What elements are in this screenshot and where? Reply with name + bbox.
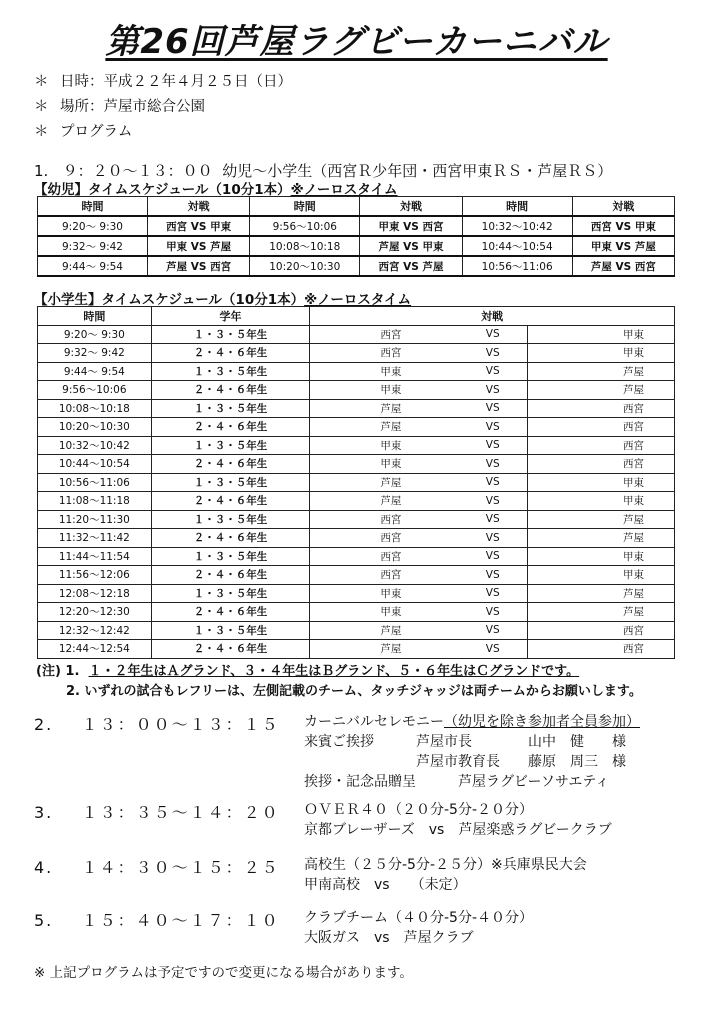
team-b-cell: 甲東 xyxy=(527,566,674,585)
team-a-cell: 西宮 xyxy=(310,510,459,529)
table-row xyxy=(38,566,675,585)
time-cell: 11:08～11:18 xyxy=(38,492,152,511)
table-row xyxy=(38,344,675,363)
grade-cell: １・３・５年生 xyxy=(151,473,310,492)
program-line xyxy=(304,772,640,792)
vs-cell: VS xyxy=(459,362,527,381)
program-item-5-details xyxy=(304,908,533,948)
team-a-cell: 芦屋 xyxy=(310,399,459,418)
asterisk-icon: ＊ xyxy=(34,74,49,90)
vs-cell: VS xyxy=(459,455,527,474)
table-row xyxy=(38,362,675,381)
table-row xyxy=(38,455,675,474)
asterisk-icon: ＊ xyxy=(34,99,49,115)
header-time: 時間 xyxy=(462,197,572,217)
header-time: 時間 xyxy=(38,307,152,326)
note-2-prefix: 2. xyxy=(66,684,80,699)
vs-cell: VS xyxy=(459,399,527,418)
sho-schedule-table xyxy=(37,306,675,659)
team-a-cell: 芦屋 xyxy=(310,418,459,437)
page-title: 第26回芦屋ラグビーカーニバル xyxy=(105,22,608,62)
program-line xyxy=(304,820,612,840)
team-b-cell: 芦屋 xyxy=(527,529,674,548)
team-b-cell: 芦屋 xyxy=(527,584,674,603)
table-row xyxy=(38,216,675,236)
vs-cell: VS xyxy=(459,510,527,529)
grade-cell: ２・４・６年生 xyxy=(151,492,310,511)
match-cell: 芦屋 VS 西宮 xyxy=(147,256,249,276)
time-cell: 9:56～10:06 xyxy=(38,381,152,400)
time-cell: 10:56～11:06 xyxy=(462,256,572,276)
note-1-prefix: (注) 1. xyxy=(36,664,80,679)
table-row xyxy=(38,584,675,603)
yoji-schedule-table xyxy=(37,196,675,277)
header-match: 対戦 xyxy=(147,197,249,217)
program-line-text: 芦屋市教育長 藤原 周三 様 xyxy=(304,754,626,770)
team-b-cell: 西宮 xyxy=(527,621,674,640)
program-line xyxy=(304,712,640,732)
team-a-cell: 西宮 xyxy=(310,325,459,344)
time-cell: 11:20～11:30 xyxy=(38,510,152,529)
team-a-cell: 甲東 xyxy=(310,455,459,474)
match-cell: 甲東 VS 西宮 xyxy=(360,216,462,236)
table-row xyxy=(38,547,675,566)
table-row xyxy=(38,418,675,437)
time-cell: 10:08～10:18 xyxy=(38,399,152,418)
info-program-text: プログラム xyxy=(60,124,133,140)
yoji-caption-note: ※ノーロスタイム xyxy=(290,182,398,198)
grade-cell: ２・４・６年生 xyxy=(151,529,310,548)
table-row xyxy=(38,381,675,400)
grade-cell: １・３・５年生 xyxy=(151,362,310,381)
program-line-text: 高校生（２５分-5分-２５分）※兵庫県民大会 xyxy=(304,857,587,873)
info-date xyxy=(34,70,292,91)
time-cell: 10:56～11:06 xyxy=(38,473,152,492)
time-cell: 12:32～12:42 xyxy=(38,621,152,640)
program-line xyxy=(304,908,533,928)
table-row xyxy=(38,325,675,344)
program-item-3-details xyxy=(304,800,612,840)
team-a-cell: 芦屋 xyxy=(310,492,459,511)
grade-cell: １・３・５年生 xyxy=(151,621,310,640)
grade-cell: １・３・５年生 xyxy=(151,547,310,566)
team-b-cell: 甲東 xyxy=(527,547,674,566)
program-number: 4. xyxy=(34,858,54,877)
program-line-text: 京都ブレーザーズ vs 芦屋楽惑ラグビークラブ xyxy=(304,822,612,838)
note-2-text: いずれの試合もレフリーは、左側記載のチーム、タッチジャッジは両チームからお願いします。 xyxy=(84,684,642,699)
header-match: 対戦 xyxy=(572,197,674,217)
header-time: 時間 xyxy=(38,197,148,217)
vs-cell: VS xyxy=(459,325,527,344)
time-cell: 11:32～11:42 xyxy=(38,529,152,548)
program-item-4-details xyxy=(304,855,587,895)
vs-cell: VS xyxy=(459,640,527,659)
grade-cell: １・３・５年生 xyxy=(151,399,310,418)
grade-cell: １・３・５年生 xyxy=(151,436,310,455)
table-row xyxy=(38,621,675,640)
grade-cell: １・３・５年生 xyxy=(151,510,310,529)
time-cell: 9:44～ 9:54 xyxy=(38,362,152,381)
sho-caption-text: 【小学生】タイムスケジュール（10分1本） xyxy=(34,292,305,308)
time-cell: 9:20～ 9:30 xyxy=(38,325,152,344)
vs-cell: VS xyxy=(459,492,527,511)
grade-cell: ２・４・６年生 xyxy=(151,418,310,437)
match-cell: 甲東 VS 芦屋 xyxy=(572,236,674,256)
table-header-row xyxy=(38,307,675,326)
header-time: 時間 xyxy=(250,197,360,217)
program-line xyxy=(304,800,612,820)
program-line xyxy=(304,732,640,752)
team-b-cell: 西宮 xyxy=(527,455,674,474)
vs-cell: VS xyxy=(459,621,527,640)
info-place xyxy=(34,95,205,116)
program-line-text: クラブチーム（４０分-5分-４０分） xyxy=(304,910,534,926)
note-1-text: １・２年生はＡグランド、３・４年生はＢグランド、５・６年生はＣグランドです。 xyxy=(88,664,580,679)
match-cell: 西宮 VS 甲東 xyxy=(572,216,674,236)
grade-cell: ２・４・６年生 xyxy=(151,381,310,400)
time-cell: 10:44～10:54 xyxy=(38,455,152,474)
vs-cell: VS xyxy=(459,418,527,437)
grade-cell: ２・４・６年生 xyxy=(151,603,310,622)
program-time: １４：３０～１５：２５ xyxy=(81,858,280,877)
program-time: １５：４０～１７：１０ xyxy=(81,911,280,930)
time-cell: 9:20～ 9:30 xyxy=(38,216,148,236)
section-1-number: 1. xyxy=(34,162,49,180)
team-b-cell: 芦屋 xyxy=(527,510,674,529)
team-a-cell: 甲東 xyxy=(310,603,459,622)
time-cell: 9:32～ 9:42 xyxy=(38,344,152,363)
time-cell: 10:08～10:18 xyxy=(250,236,360,256)
program-line-text: 挨拶・記念品贈呈 芦屋ラグビーソサエティ xyxy=(304,774,610,790)
vs-cell: VS xyxy=(459,381,527,400)
program-time: １３：００～１３：１５ xyxy=(81,715,280,734)
vs-cell: VS xyxy=(459,547,527,566)
grade-cell: ２・４・６年生 xyxy=(151,344,310,363)
time-cell: 10:32～10:42 xyxy=(38,436,152,455)
table-row xyxy=(38,529,675,548)
time-cell: 10:20～10:30 xyxy=(250,256,360,276)
team-b-cell: 甲東 xyxy=(527,344,674,363)
team-b-cell: 甲東 xyxy=(527,473,674,492)
team-b-cell: 芦屋 xyxy=(527,362,674,381)
table-row xyxy=(38,256,675,276)
header-grade: 学年 xyxy=(151,307,310,326)
footer-note: ※ 上記プログラムは予定ですので変更になる場合があります。 xyxy=(34,965,413,981)
time-cell: 10:44～10:54 xyxy=(462,236,572,256)
team-b-cell: 西宮 xyxy=(527,399,674,418)
team-a-cell: 甲東 xyxy=(310,381,459,400)
grade-cell: ２・４・６年生 xyxy=(151,566,310,585)
program-time: １３：３５～１４：２０ xyxy=(81,803,280,822)
program-line-note: （幼児を除き参加者全員参加） xyxy=(444,714,640,730)
table-row xyxy=(38,436,675,455)
section-1-label: 幼児～小学生（西宮Ｒ少年団・西宮甲東ＲＳ・芦屋ＲＳ） xyxy=(222,162,613,180)
time-cell: 9:32～ 9:42 xyxy=(38,236,148,256)
table-row xyxy=(38,510,675,529)
time-cell: 10:20～10:30 xyxy=(38,418,152,437)
team-b-cell: 西宮 xyxy=(527,418,674,437)
vs-cell: VS xyxy=(459,584,527,603)
team-b-cell: 西宮 xyxy=(527,436,674,455)
sho-caption-note: ※ノーロスタイム xyxy=(304,292,412,308)
match-cell: 甲東 VS 芦屋 xyxy=(147,236,249,256)
team-b-cell: 西宮 xyxy=(527,640,674,659)
team-a-cell: 芦屋 xyxy=(310,640,459,659)
vs-cell: VS xyxy=(459,529,527,548)
vs-cell: VS xyxy=(459,473,527,492)
yoji-caption xyxy=(34,178,398,198)
time-cell: 10:32～10:42 xyxy=(462,216,572,236)
program-item-2-details xyxy=(304,712,640,792)
section-1-time: ９：２０～１３：００ xyxy=(62,162,213,180)
program-line-text: カーニバルセレモニー xyxy=(304,714,444,730)
vs-cell: VS xyxy=(459,566,527,585)
program-line xyxy=(304,855,587,875)
team-a-cell: 西宮 xyxy=(310,344,459,363)
team-b-cell: 芦屋 xyxy=(527,381,674,400)
header-match: 対戦 xyxy=(310,307,675,326)
team-b-cell: 芦屋 xyxy=(527,603,674,622)
team-a-cell: 西宮 xyxy=(310,529,459,548)
grade-cell: １・３・５年生 xyxy=(151,325,310,344)
note-2 xyxy=(66,680,642,699)
table-row xyxy=(38,473,675,492)
grade-cell: ２・４・６年生 xyxy=(151,455,310,474)
team-a-cell: 芦屋 xyxy=(310,621,459,640)
program-number: 2. xyxy=(34,715,54,734)
grade-cell: ２・４・６年生 xyxy=(151,640,310,659)
yoji-caption-text: 【幼児】タイムスケジュール（10分1本） xyxy=(34,182,291,198)
time-cell: 11:44～11:54 xyxy=(38,547,152,566)
info-date-text: 日時：平成２２年４月２５日（日） xyxy=(60,74,292,90)
program-item-5-heading xyxy=(34,908,280,931)
table-row xyxy=(38,640,675,659)
program-number: 3. xyxy=(34,803,54,822)
program-line-text: 大阪ガス vs 芦屋クラブ xyxy=(304,930,474,946)
program-item-4-heading xyxy=(34,855,280,878)
program-line-text: 甲南高校 vs （未定） xyxy=(304,877,467,893)
team-a-cell: 芦屋 xyxy=(310,473,459,492)
grade-cell: １・３・５年生 xyxy=(151,584,310,603)
team-a-cell: 甲東 xyxy=(310,436,459,455)
program-item-2-heading xyxy=(34,712,280,735)
info-program xyxy=(34,120,132,141)
time-cell: 11:56～12:06 xyxy=(38,566,152,585)
vs-cell: VS xyxy=(459,344,527,363)
time-cell: 12:44～12:54 xyxy=(38,640,152,659)
match-cell: 芦屋 VS 西宮 xyxy=(572,256,674,276)
table-row xyxy=(38,236,675,256)
info-place-text: 場所：芦屋市総合公園 xyxy=(60,99,205,115)
program-line xyxy=(304,752,640,772)
program-line-text: 来賓ご挨拶 芦屋市長 山中 健 様 xyxy=(304,734,626,750)
team-b-cell: 甲東 xyxy=(527,492,674,511)
program-number: 5. xyxy=(34,911,54,930)
table-row xyxy=(38,399,675,418)
team-b-cell: 甲東 xyxy=(527,325,674,344)
time-cell: 12:20～12:30 xyxy=(38,603,152,622)
program-line xyxy=(304,928,533,948)
asterisk-icon: ＊ xyxy=(34,124,49,140)
match-cell: 西宮 VS 甲東 xyxy=(147,216,249,236)
team-a-cell: 西宮 xyxy=(310,566,459,585)
note-1 xyxy=(36,660,579,679)
time-cell: 12:08～12:18 xyxy=(38,584,152,603)
table-row xyxy=(38,603,675,622)
vs-cell: VS xyxy=(459,603,527,622)
header-match: 対戦 xyxy=(360,197,462,217)
team-a-cell: 西宮 xyxy=(310,547,459,566)
table-row xyxy=(38,492,675,511)
program-line xyxy=(304,875,587,895)
team-a-cell: 甲東 xyxy=(310,584,459,603)
match-cell: 芦屋 VS 甲東 xyxy=(360,236,462,256)
table-header-row xyxy=(38,197,675,217)
program-item-3-heading xyxy=(34,800,280,823)
team-a-cell: 甲東 xyxy=(310,362,459,381)
time-cell: 9:44～ 9:54 xyxy=(38,256,148,276)
program-line-text: ＯＶＥＲ４０（２０分-5分-２０分） xyxy=(304,802,534,818)
sho-caption xyxy=(34,288,411,308)
match-cell: 西宮 VS 芦屋 xyxy=(360,256,462,276)
time-cell: 9:56～10:06 xyxy=(250,216,360,236)
vs-cell: VS xyxy=(459,436,527,455)
